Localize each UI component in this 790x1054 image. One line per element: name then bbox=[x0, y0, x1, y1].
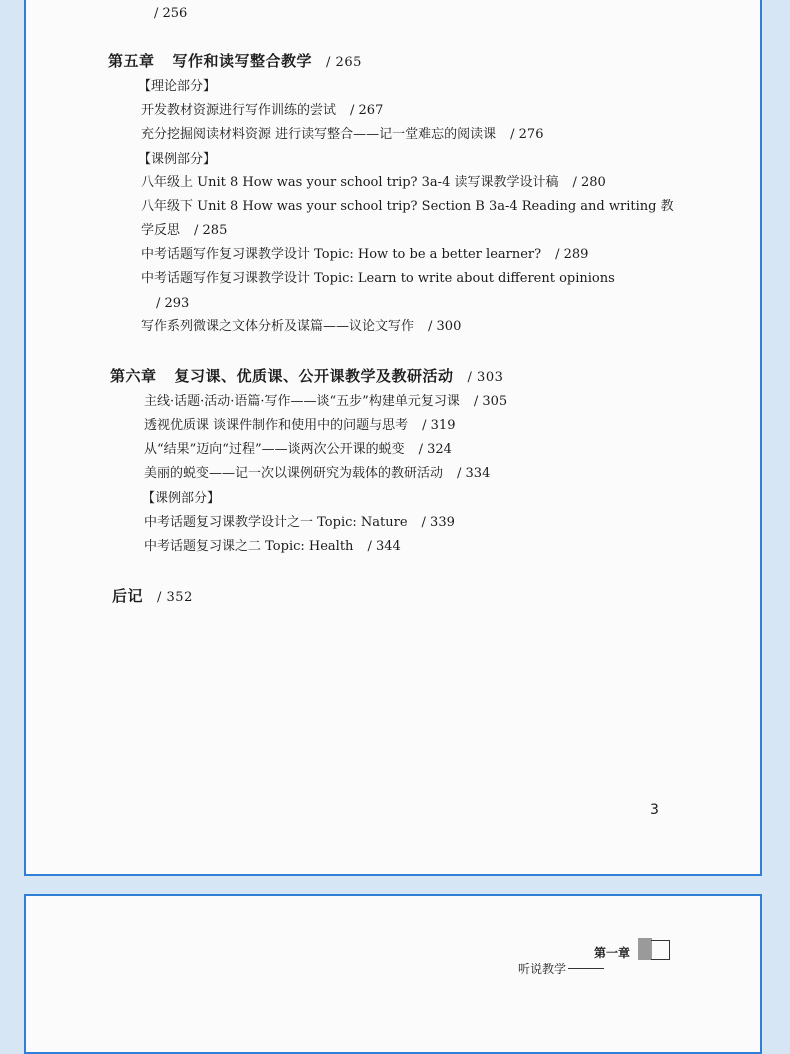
section-heading: 【课例部分】 bbox=[138, 152, 217, 167]
chapter-6-heading bbox=[110, 368, 503, 386]
entry-page: / 289 bbox=[555, 247, 589, 262]
entry-title: 充分挖掘阅读材料资源 进行读写整合——记一堂难忘的阅读课 bbox=[141, 127, 497, 142]
section-heading: 【课例部分】 bbox=[142, 491, 221, 506]
section-heading: 【理论部分】 bbox=[138, 79, 217, 94]
header-bracket bbox=[651, 940, 670, 960]
book-page-next bbox=[24, 894, 762, 1054]
chapter-page: / 303 bbox=[467, 370, 504, 385]
entry-page: / 344 bbox=[367, 539, 401, 554]
entry-page: / 319 bbox=[422, 418, 456, 433]
afterword-page: / 352 bbox=[157, 590, 193, 605]
chapter-page: / 265 bbox=[326, 55, 362, 70]
entry-page: / 280 bbox=[572, 175, 606, 190]
toc-entry-line: 中考话题写作复习课教学设计 Topic: Learn to write about different opinions bbox=[141, 271, 615, 286]
chapter-5-heading bbox=[108, 53, 362, 71]
entry-page: / 267 bbox=[350, 103, 384, 118]
entry-page: / 334 bbox=[457, 466, 491, 481]
toc-entry bbox=[141, 103, 383, 119]
afterword-title: 后记 bbox=[112, 587, 144, 605]
entry-title: 开发教材资源进行写作训练的尝试 bbox=[141, 103, 337, 118]
entry-title: 透视优质课 谈课件制作和使用中的问题与思考 bbox=[144, 418, 409, 433]
chapter-title: 写作和读写整合教学 bbox=[172, 52, 313, 70]
toc-entry bbox=[144, 515, 455, 531]
toc-entry bbox=[141, 175, 606, 191]
afterword-heading bbox=[112, 588, 193, 606]
toc-entry bbox=[141, 247, 588, 263]
toc-entry bbox=[141, 127, 543, 143]
page-number: 3 bbox=[650, 802, 659, 818]
chapter-tag: 第一章 bbox=[593, 946, 630, 960]
toc-entry bbox=[141, 319, 461, 335]
entry-page: / 324 bbox=[418, 442, 452, 457]
entry-title: 写作系列微课之文体分析及谋篇——议论文写作 bbox=[141, 319, 415, 334]
toc-entry bbox=[144, 394, 507, 410]
toc-page-ref: / 256 bbox=[154, 6, 188, 21]
chapter-number: 第五章 bbox=[108, 52, 155, 70]
chapter-tab-marker bbox=[638, 938, 652, 960]
toc-entry bbox=[144, 442, 452, 458]
entry-title: 主线·话题·活动·语篇·写作——谈“五步”构建单元复习课 bbox=[144, 394, 460, 409]
toc-entry bbox=[144, 466, 490, 482]
entry-page: / 305 bbox=[473, 394, 508, 409]
toc-entry bbox=[144, 418, 455, 434]
entry-title: 中考话题写作复习课教学设计 Topic: How to be a better learner? bbox=[141, 247, 542, 262]
toc-entry bbox=[144, 539, 401, 555]
entry-page: / 293 bbox=[156, 296, 190, 311]
entry-page: / 300 bbox=[428, 319, 462, 334]
entry-page: / 276 bbox=[510, 127, 544, 142]
chapter-title: 复习课、优质课、公开课教学及教研活动 bbox=[174, 367, 454, 385]
entry-title: 从“结果”迈向“过程”——谈两次公开课的蜕变 bbox=[144, 442, 405, 457]
entry-title: 美丽的蜕变——记一次以课例研究为载体的教研活动 bbox=[144, 466, 444, 481]
entry-title: 学反思 bbox=[141, 223, 181, 238]
subject-label: 听说教学 bbox=[517, 962, 566, 976]
entry-page: / 339 bbox=[421, 515, 455, 530]
toc-entry-line: 八年级下 Unit 8 How was your school trip? Section B 3a-4 Reading and writing 教 bbox=[141, 199, 674, 214]
chapter-number: 第六章 bbox=[110, 367, 157, 385]
toc-entry-continuation bbox=[141, 223, 227, 239]
header-arrow-icon bbox=[568, 968, 604, 969]
entry-title: 八年级上 Unit 8 How was your school trip? 3a-4 读写课教学设计稿 bbox=[141, 175, 559, 190]
book-page-toc bbox=[24, 0, 762, 876]
entry-title: 中考话题复习课之二 Topic: Health bbox=[144, 539, 354, 554]
entry-title: 中考话题复习课教学设计之一 Topic: Nature bbox=[144, 515, 408, 530]
entry-page: / 285 bbox=[194, 223, 228, 238]
